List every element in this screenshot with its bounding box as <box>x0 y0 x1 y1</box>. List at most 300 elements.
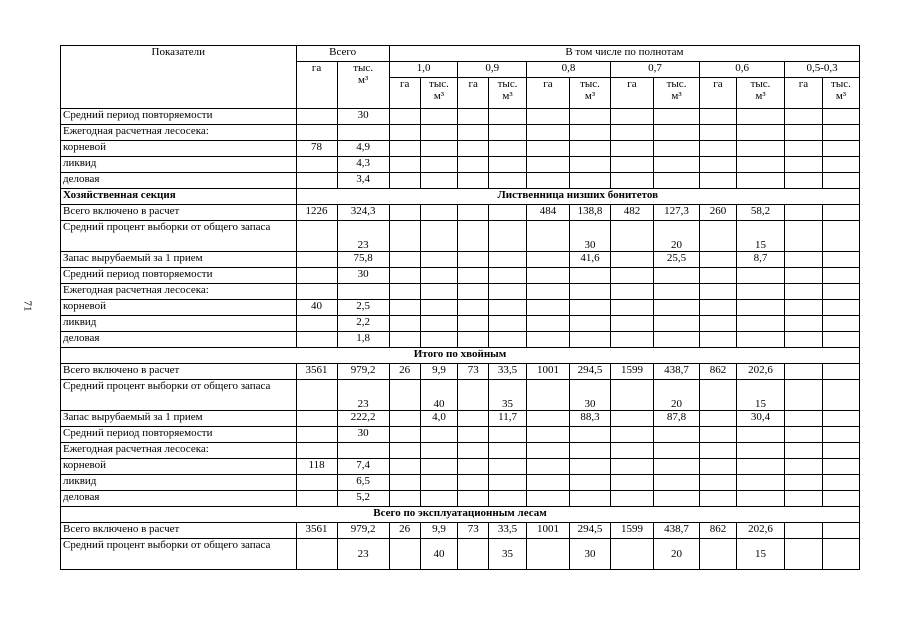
header-unit-volume <box>489 78 527 109</box>
table-cell <box>458 411 489 427</box>
table-cell <box>389 380 420 411</box>
header-unit-ha: га <box>389 78 420 109</box>
table-cell <box>785 205 823 221</box>
table-cell <box>389 284 420 300</box>
table-cell <box>458 380 489 411</box>
table-cell: 40 <box>420 380 458 411</box>
table-cell <box>654 125 700 141</box>
table-cell <box>389 459 420 475</box>
table-cell <box>489 284 527 300</box>
table-cell <box>700 173 737 189</box>
header-density-2: 0,8 <box>527 62 611 78</box>
table-cell <box>822 364 859 380</box>
table-cell <box>700 268 737 284</box>
table-cell <box>389 300 420 316</box>
table-cell: 73 <box>458 523 489 539</box>
table-cell <box>822 459 859 475</box>
table-cell: 4,3 <box>337 157 389 173</box>
table-row <box>61 459 860 475</box>
table-cell <box>700 475 737 491</box>
table-cell <box>822 491 859 507</box>
table-cell <box>700 316 737 332</box>
table-cell <box>736 491 784 507</box>
table-cell: 260 <box>700 205 737 221</box>
table-row <box>61 491 860 507</box>
table-cell: 438,7 <box>654 364 700 380</box>
table-cell <box>700 427 737 443</box>
unit-label: тыс. <box>750 78 771 90</box>
table-cell <box>458 252 489 268</box>
table-cell <box>527 380 570 411</box>
table-cell <box>654 141 700 157</box>
table-cell: 202,6 <box>736 523 784 539</box>
table-cell: 222,2 <box>337 411 389 427</box>
table-cell <box>489 427 527 443</box>
table-cell <box>389 411 420 427</box>
table-cell <box>822 205 859 221</box>
table-cell <box>458 332 489 348</box>
table-cell <box>654 268 700 284</box>
table-cell: 25,5 <box>654 252 700 268</box>
table-cell <box>610 268 653 284</box>
table-cell <box>296 316 337 332</box>
row-label: деловая <box>61 491 297 507</box>
table-cell: 20 <box>654 221 700 252</box>
table-cell <box>570 125 611 141</box>
table-cell <box>654 173 700 189</box>
header-unit-ha: га <box>785 78 823 109</box>
table-cell <box>610 380 653 411</box>
table-cell <box>700 300 737 316</box>
table-cell <box>785 109 823 125</box>
table-cell <box>654 332 700 348</box>
table-cell: 862 <box>700 364 737 380</box>
table-cell <box>389 268 420 284</box>
forest-stock-table <box>60 45 860 570</box>
row-label: Всего включено в расчет <box>61 364 297 380</box>
table-cell: 3,4 <box>337 173 389 189</box>
unit-label: тыс. <box>353 62 374 74</box>
table-cell: 979,2 <box>337 523 389 539</box>
table-cell <box>420 109 458 125</box>
row-label: Хозяйственная секция <box>61 189 297 205</box>
row-label: ликвид <box>61 157 297 173</box>
table-cell <box>489 205 527 221</box>
table-cell <box>527 141 570 157</box>
table-cell: 35 <box>489 539 527 570</box>
table-cell: 15 <box>736 539 784 570</box>
table-cell: 30 <box>570 380 611 411</box>
table-cell <box>527 539 570 570</box>
table-cell <box>736 316 784 332</box>
table-cell <box>527 173 570 189</box>
table-cell <box>570 443 611 459</box>
table-row <box>61 316 860 332</box>
table-cell <box>785 284 823 300</box>
row-label: Ежегодная расчетная лесосека: <box>61 443 297 459</box>
table-cell <box>527 443 570 459</box>
table-cell: 9,9 <box>420 523 458 539</box>
table-cell <box>389 332 420 348</box>
table-cell: 33,5 <box>489 364 527 380</box>
table-cell <box>296 539 337 570</box>
header-unit-ha: га <box>527 78 570 109</box>
table-cell <box>527 411 570 427</box>
table-cell: 202,6 <box>736 364 784 380</box>
row-label: Средний процент выборки от общего запаса <box>61 539 297 570</box>
table-cell <box>420 300 458 316</box>
table-row <box>61 205 860 221</box>
table-cell <box>570 173 611 189</box>
table-cell: 1226 <box>296 205 337 221</box>
header-unit-ha: га <box>458 78 489 109</box>
table-cell <box>610 427 653 443</box>
unit-m3: м³ <box>433 90 445 102</box>
table-cell: 30 <box>337 268 389 284</box>
table-cell: 4,0 <box>420 411 458 427</box>
header-density-3: 0,7 <box>610 62 699 78</box>
table-cell <box>700 443 737 459</box>
header-density-4: 0,6 <box>700 62 785 78</box>
table-cell <box>420 475 458 491</box>
table-cell <box>822 173 859 189</box>
table-cell <box>610 539 653 570</box>
table-cell <box>822 268 859 284</box>
table-cell <box>822 380 859 411</box>
table-cell <box>296 268 337 284</box>
table-cell <box>296 411 337 427</box>
table-row <box>61 284 860 300</box>
header-density: В том числе по полнотам <box>389 46 859 62</box>
header-unit-ha: га <box>610 78 653 109</box>
table-cell: 7,4 <box>337 459 389 475</box>
table-cell <box>610 221 653 252</box>
table-cell <box>420 173 458 189</box>
table-cell: 2,5 <box>337 300 389 316</box>
table-cell <box>654 157 700 173</box>
header-density-0: 1,0 <box>389 62 458 78</box>
header-unit-ha: га <box>700 78 737 109</box>
table-cell <box>700 411 737 427</box>
table-cell <box>570 491 611 507</box>
table-cell: 127,3 <box>654 205 700 221</box>
table-cell <box>337 125 389 141</box>
table-cell <box>458 157 489 173</box>
unit-label: тыс. <box>580 78 600 90</box>
table-cell: 11,7 <box>489 411 527 427</box>
table-cell <box>610 475 653 491</box>
table-cell: 484 <box>527 205 570 221</box>
table-cell <box>527 284 570 300</box>
table-cell <box>785 523 823 539</box>
table-cell <box>458 443 489 459</box>
table-cell <box>700 380 737 411</box>
table-cell: 23 <box>337 221 389 252</box>
table-cell <box>654 491 700 507</box>
table-cell <box>822 427 859 443</box>
table-cell <box>527 491 570 507</box>
table-cell <box>610 316 653 332</box>
table-cell <box>489 491 527 507</box>
table-cell <box>822 252 859 268</box>
table-cell <box>389 539 420 570</box>
table-cell <box>420 157 458 173</box>
header-unit-volume <box>570 78 611 109</box>
row-label: Средний период повторяемости <box>61 268 297 284</box>
table-cell <box>420 141 458 157</box>
table-cell <box>700 332 737 348</box>
table-cell <box>389 475 420 491</box>
unit-label: тыс. <box>497 78 518 90</box>
table-cell <box>736 284 784 300</box>
table-cell <box>822 523 859 539</box>
unit-label: тыс. <box>831 78 851 90</box>
table-cell <box>700 539 737 570</box>
table-cell <box>420 443 458 459</box>
row-label: Всего включено в расчет <box>61 523 297 539</box>
table-cell <box>822 411 859 427</box>
table-cell <box>489 109 527 125</box>
table-cell <box>458 284 489 300</box>
table-cell <box>296 109 337 125</box>
table-row <box>61 221 860 252</box>
table-cell <box>458 300 489 316</box>
table-cell <box>785 316 823 332</box>
table-cell <box>822 443 859 459</box>
table-cell <box>785 300 823 316</box>
table-row <box>61 141 860 157</box>
table-cell <box>389 443 420 459</box>
table-cell <box>610 491 653 507</box>
table-cell <box>458 109 489 125</box>
table-cell <box>610 459 653 475</box>
table-cell <box>785 475 823 491</box>
table-cell <box>420 459 458 475</box>
table-cell <box>822 316 859 332</box>
header-density-1: 0,9 <box>458 62 527 78</box>
row-label: Всего включено в расчет <box>61 205 297 221</box>
row-label: ликвид <box>61 316 297 332</box>
table-cell <box>296 221 337 252</box>
table-cell <box>389 157 420 173</box>
table-cell <box>700 459 737 475</box>
table-cell <box>489 173 527 189</box>
table-cell: 8,7 <box>736 252 784 268</box>
table-cell <box>654 475 700 491</box>
table-cell <box>296 125 337 141</box>
table-cell <box>420 268 458 284</box>
table-cell: 1599 <box>610 364 653 380</box>
table-row <box>61 189 860 205</box>
table-cell <box>527 252 570 268</box>
table-cell <box>458 459 489 475</box>
table-cell: 88,3 <box>570 411 611 427</box>
table-cell <box>570 332 611 348</box>
table-cell <box>527 109 570 125</box>
table-cell: 75,8 <box>337 252 389 268</box>
table-cell <box>736 109 784 125</box>
table-cell <box>736 173 784 189</box>
table-cell <box>527 427 570 443</box>
table-row <box>61 539 860 570</box>
table-cell <box>389 109 420 125</box>
header-unit-volume <box>822 78 859 109</box>
header-density-5: 0,5-0,3 <box>785 62 860 78</box>
table-cell <box>527 157 570 173</box>
table-cell <box>822 300 859 316</box>
table-cell <box>570 157 611 173</box>
table-row <box>61 364 860 380</box>
table-cell <box>736 427 784 443</box>
row-label: деловая <box>61 332 297 348</box>
table-cell <box>610 443 653 459</box>
table-cell <box>570 475 611 491</box>
table-row <box>61 109 860 125</box>
table-cell: 33,5 <box>489 523 527 539</box>
table-cell <box>458 173 489 189</box>
table-row <box>61 173 860 189</box>
table-cell <box>736 141 784 157</box>
table-cell: 979,2 <box>337 364 389 380</box>
table-cell <box>458 221 489 252</box>
table-cell <box>570 284 611 300</box>
header-unit-volume <box>654 78 700 109</box>
table-cell <box>654 459 700 475</box>
section-title: Лиственница низших бонитетов <box>296 189 859 205</box>
table-cell: 40 <box>420 539 458 570</box>
table-cell: 6,5 <box>337 475 389 491</box>
table-cell <box>785 252 823 268</box>
table-cell: 294,5 <box>570 523 611 539</box>
table-cell <box>610 141 653 157</box>
table-cell <box>489 125 527 141</box>
table-cell <box>527 316 570 332</box>
table-cell <box>527 221 570 252</box>
table-cell <box>527 459 570 475</box>
table-cell <box>389 491 420 507</box>
table-row <box>61 427 860 443</box>
table-cell <box>420 221 458 252</box>
table-row <box>61 268 860 284</box>
header-unit-volume <box>736 78 784 109</box>
table-cell <box>570 268 611 284</box>
table-cell <box>610 252 653 268</box>
table-row <box>61 523 860 539</box>
table-cell: 1,8 <box>337 332 389 348</box>
table-cell <box>420 252 458 268</box>
table-cell: 1001 <box>527 364 570 380</box>
table-cell <box>389 205 420 221</box>
table-cell <box>420 332 458 348</box>
table-cell <box>700 491 737 507</box>
table-cell <box>785 539 823 570</box>
header-total: Всего <box>296 46 389 62</box>
table-cell <box>389 252 420 268</box>
table-row <box>61 443 860 459</box>
table-cell <box>296 427 337 443</box>
table-cell <box>296 443 337 459</box>
table-cell <box>489 141 527 157</box>
table-cell: 30 <box>570 539 611 570</box>
row-label: Средний процент выборки от общего запаса <box>61 221 297 252</box>
table-cell <box>736 443 784 459</box>
table-cell: 15 <box>736 380 784 411</box>
table-cell <box>389 173 420 189</box>
header-total-ha: га <box>296 62 337 109</box>
table-cell <box>389 427 420 443</box>
table-cell <box>527 268 570 284</box>
table-row <box>61 252 860 268</box>
table-cell <box>736 125 784 141</box>
table-cell: 138,8 <box>570 205 611 221</box>
table-cell: 30 <box>570 221 611 252</box>
table-cell: 4,9 <box>337 141 389 157</box>
table-cell: 30 <box>337 109 389 125</box>
table-cell <box>610 332 653 348</box>
table-cell <box>337 284 389 300</box>
table-cell: 30,4 <box>736 411 784 427</box>
table-cell <box>489 316 527 332</box>
table-cell <box>700 109 737 125</box>
table-cell <box>420 284 458 300</box>
row-label: корневой <box>61 459 297 475</box>
table-cell <box>822 141 859 157</box>
table-cell <box>420 125 458 141</box>
unit-m3: м³ <box>358 74 369 86</box>
table-cell <box>654 427 700 443</box>
table-cell <box>654 284 700 300</box>
table-cell <box>736 475 784 491</box>
unit-m3: м³ <box>755 90 766 102</box>
table-cell <box>610 157 653 173</box>
table-cell <box>296 380 337 411</box>
unit-label: тыс. <box>666 78 687 90</box>
table-row <box>61 348 860 364</box>
table-cell <box>822 284 859 300</box>
table-cell <box>570 141 611 157</box>
unit-m3: м³ <box>671 90 682 102</box>
table-cell <box>654 443 700 459</box>
table-row <box>61 332 860 348</box>
table-cell <box>736 268 784 284</box>
row-label: Средний период повторяемости <box>61 427 297 443</box>
table-cell <box>822 539 859 570</box>
table-cell: 3561 <box>296 364 337 380</box>
table-cell <box>785 364 823 380</box>
table-cell <box>296 332 337 348</box>
table-cell: 41,6 <box>570 252 611 268</box>
table-cell: 2,2 <box>337 316 389 332</box>
table-cell: 87,8 <box>654 411 700 427</box>
table-cell <box>458 268 489 284</box>
row-label: Запас вырубаемый за 1 прием <box>61 411 297 427</box>
table-cell <box>570 427 611 443</box>
table-cell: 15 <box>736 221 784 252</box>
table-cell: 23 <box>337 380 389 411</box>
table-cell <box>458 205 489 221</box>
table-cell <box>736 157 784 173</box>
table-cell <box>700 284 737 300</box>
table-cell <box>700 125 737 141</box>
table-cell <box>736 300 784 316</box>
table-cell: 9,9 <box>420 364 458 380</box>
table-cell <box>527 332 570 348</box>
header-indicator: Показатели <box>61 46 297 109</box>
table-cell <box>458 539 489 570</box>
unit-m3: м³ <box>835 90 847 102</box>
table-cell <box>610 411 653 427</box>
table-cell <box>822 475 859 491</box>
